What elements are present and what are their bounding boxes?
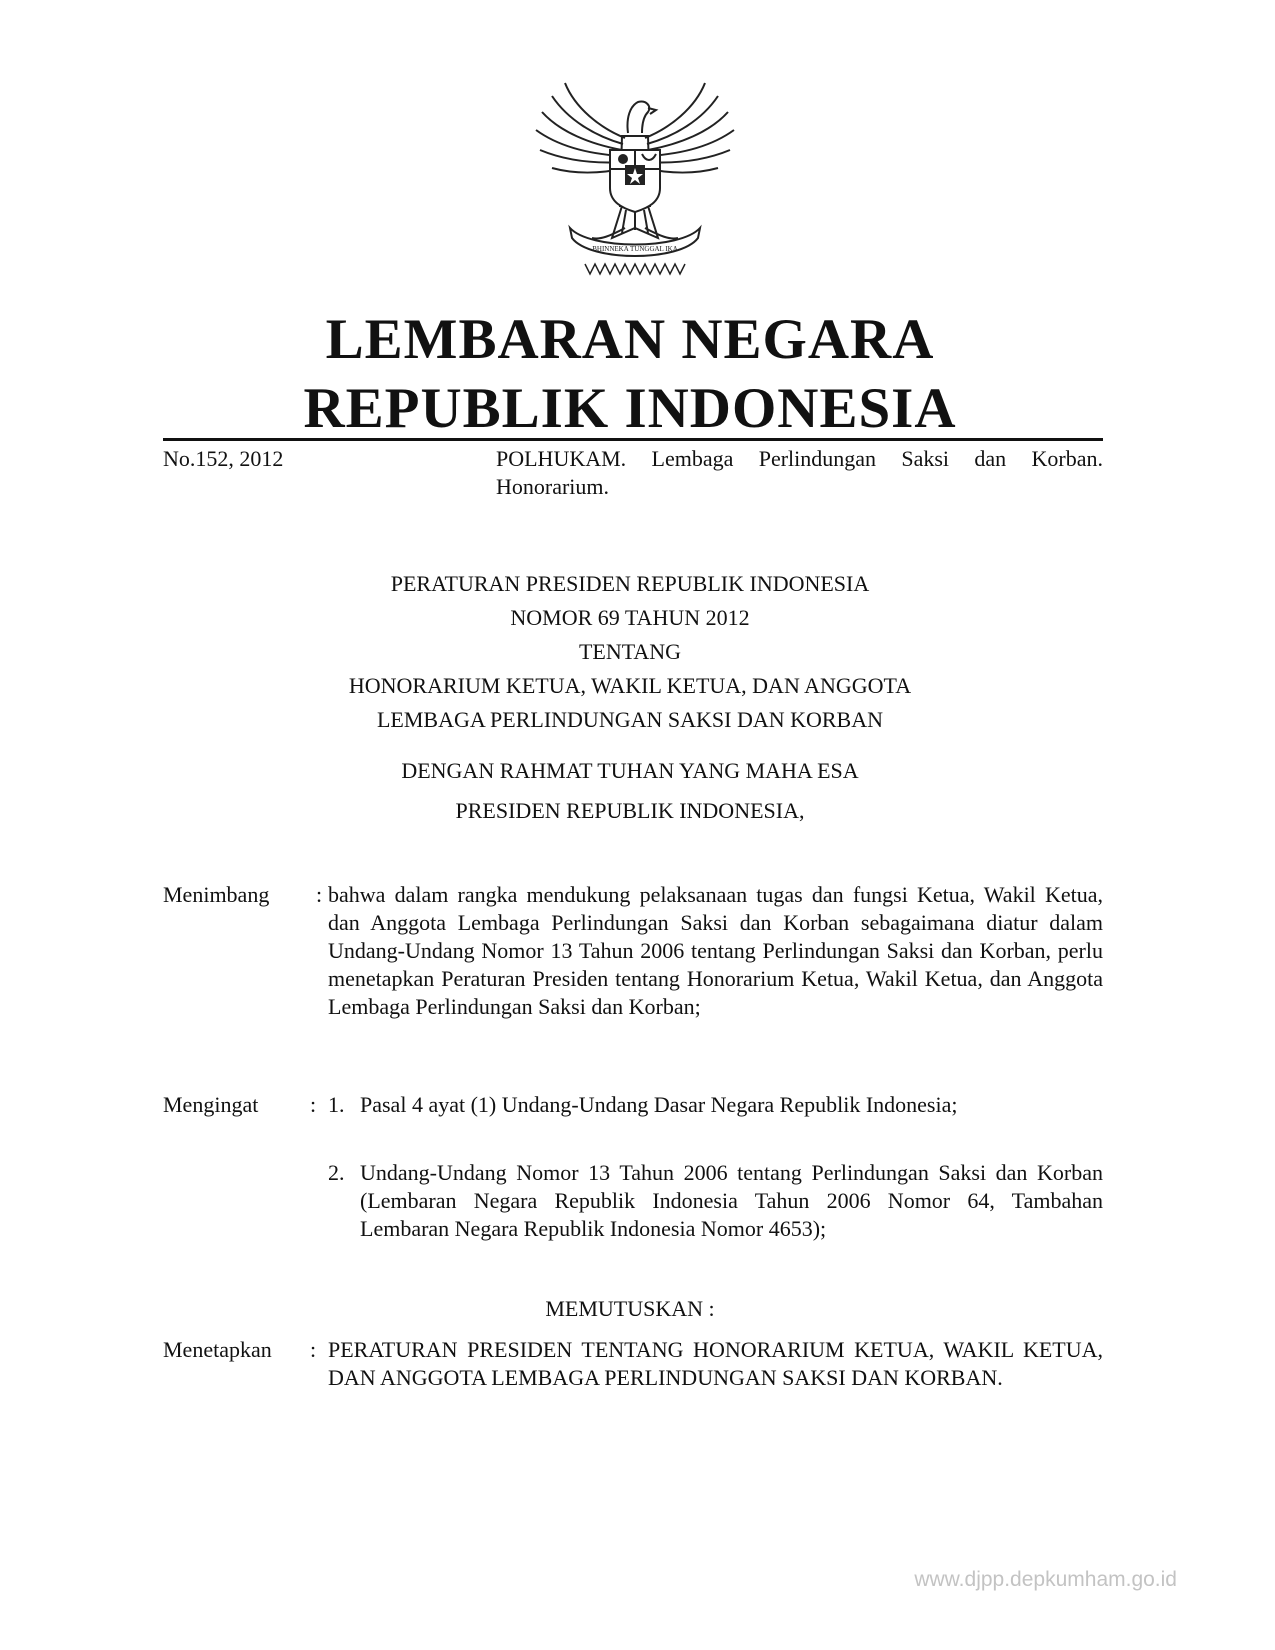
issue-number: No.152, 2012 <box>163 446 284 471</box>
mengingat-label: Mengingat <box>163 1092 259 1117</box>
masthead-title-line1: LEMBARAN NEGARA <box>325 308 935 371</box>
menetapkan-text: PERATURAN PRESIDEN TENTANG HONORARIUM KETUA, WAKIL KETUA, DAN ANGGOTA LEMBAGA PERLINDUNGAN SAKSI DAN KORBAN. <box>328 1337 1103 1390</box>
masthead-divider <box>163 438 1103 441</box>
regulation-title-line2: NOMOR 69 TAHUN 2012 <box>510 605 750 630</box>
masthead-title-line2: REPUBLIK INDONESIA <box>303 377 957 440</box>
issue-description: POLHUKAM. Lembaga Perlindungan Saksi dan Korban. Honorarium. <box>496 446 1103 499</box>
regulation-title-line1: PERATURAN PRESIDEN REPUBLIK INDONESIA <box>390 571 870 596</box>
menetapkan-colon: : <box>310 1337 317 1362</box>
mengingat-item-2-number: 2. <box>328 1160 345 1185</box>
preamble-line2: PRESIDEN REPUBLIK INDONESIA, <box>455 798 805 823</box>
regulation-title-line3: TENTANG <box>578 639 682 664</box>
emblem-motto: BHINNEKA TUNGGAL IKA <box>592 245 678 253</box>
mengingat-item-1-number: 1. <box>328 1092 345 1117</box>
preamble-line1: DENGAN RAHMAT TUHAN YANG MAHA ESA <box>401 758 859 783</box>
menimbang-label: Menimbang <box>163 882 270 907</box>
footer-watermark: www.djpp.depkumham.go.id <box>914 1568 1177 1591</box>
mengingat-item-2-text: Undang-Undang Nomor 13 Tahun 2006 tentang Perlindungan Saksi dan Korban (Lembaran Negara Republik Indonesia Tahun 2006 Nomor 64, Tambahan Lembaran Negara Republik Indonesia Nomor 4653); <box>360 1160 1103 1241</box>
garuda-emblem-icon <box>530 78 740 278</box>
mengingat-colon: : <box>310 1092 317 1117</box>
menimbang-text: bahwa dalam rangka mendukung pelaksanaan tugas dan fungsi Ketua, Wakil Ketua, dan Anggota Lembaga Perlindungan Saksi dan Korban sebagaimana diatur dalam Undang-Undang Nomor 13 Tahun 2006 tentang Perlindungan Saksi dan Korban, perlu menetapkan Peraturan Presiden tentang Honorarium Ketua, Wakil Ketua, dan Anggota Lembaga Perlindungan Saksi dan Korban; <box>328 882 1103 1019</box>
regulation-title-line4: HONORARIUM KETUA, WAKIL KETUA, DAN ANGGOTA <box>348 673 912 698</box>
memutuskan-heading: MEMUTUSKAN : <box>545 1296 715 1321</box>
menimbang-colon: : <box>316 882 323 907</box>
menetapkan-label: Menetapkan <box>163 1337 272 1362</box>
regulation-title-line5: LEMBAGA PERLINDUNGAN SAKSI DAN KORBAN <box>376 707 884 732</box>
mengingat-item-1-text: Pasal 4 ayat (1) Undang-Undang Dasar Negara Republik Indonesia; <box>360 1092 958 1117</box>
